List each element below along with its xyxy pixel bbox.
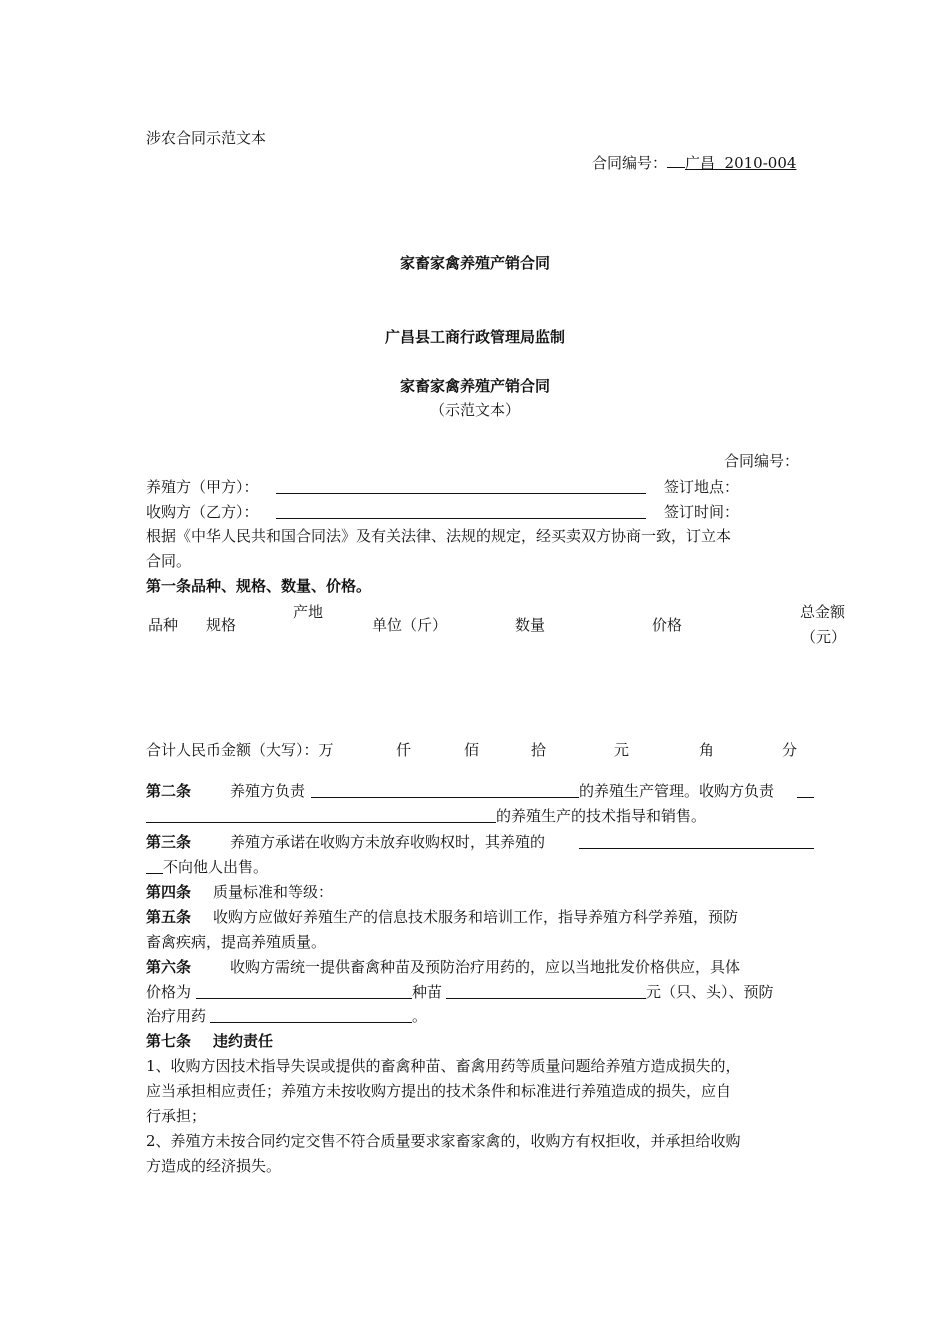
total-unit-fen: 分	[782, 741, 798, 759]
article-3-number: 第三条	[146, 833, 192, 851]
column-header-spec: 规格	[206, 616, 237, 634]
column-header-variety: 品种	[148, 616, 179, 634]
article-2-blank-2a[interactable]	[797, 797, 814, 798]
article-7-p1-line-2: 应当承担相应责任；养殖方未按收购方提出的技术条件和标准进行养殖造成的损失，应自	[146, 1082, 732, 1100]
party-a-blank[interactable]	[276, 493, 646, 494]
total-unit-yuan: 元	[614, 741, 630, 759]
article-6-line-2c: 元（只、头）、预防	[646, 983, 774, 1001]
form-contract-number-label: 合同编号：	[724, 452, 800, 470]
document-type-label: 涉农合同示范文本	[146, 129, 267, 147]
sign-time-label: 签订时间：	[664, 503, 740, 521]
article-5-line-2: 畜禽疾病，提高养殖质量。	[146, 933, 327, 951]
article-6-line-2a: 价格为	[146, 983, 192, 1001]
article-6-line-3b: 。	[412, 1007, 428, 1025]
article-7-p1-line-3: 行承担；	[146, 1107, 207, 1125]
article-5-line-1: 收购方应做好养殖生产的信息技术服务和培训工作，指导养殖方科学养殖，预防	[213, 908, 739, 926]
party-a-label: 养殖方（甲方）：	[146, 478, 259, 496]
article-7-number: 第七条	[146, 1032, 192, 1050]
column-header-total-unit: （元）	[801, 628, 847, 646]
article-3-blank-b[interactable]	[146, 873, 163, 874]
column-header-unit: 单位（斤）	[372, 616, 448, 634]
article-2-text-c: 的养殖生产的技术指导和销售。	[496, 807, 707, 825]
article-4-number: 第四条	[146, 883, 192, 901]
column-header-total: 总金额	[800, 603, 846, 621]
article-6-blank-medicine[interactable]	[210, 1022, 412, 1023]
article-6-blank-price[interactable]	[196, 998, 412, 999]
total-unit-bai: 佰	[464, 741, 480, 759]
contract-number-label: 合同编号：	[592, 154, 668, 172]
article-7-p2-line-1: 2、养殖方未按合同约定交售不符合质量要求家畜家禽的，收购方有权拒收，并承担给收购	[146, 1132, 741, 1150]
article-5-number: 第五条	[146, 908, 192, 926]
article-6-line-1: 收购方需统一提供畜禽种苗及预防治疗用药的，应以当地批发价格供应，具体	[230, 958, 741, 976]
article-6-line-2b: 种苗	[412, 983, 443, 1001]
preamble-line-2: 合同。	[146, 552, 192, 570]
total-unit-jiao: 角	[699, 741, 715, 759]
article-3-blank-a[interactable]	[579, 848, 814, 849]
contract-number-value: 广昌 2010-004	[685, 154, 797, 172]
article-4-text: 质量标准和等级：	[213, 883, 334, 901]
total-unit-qian: 仟	[396, 741, 412, 759]
total-amount-label: 合计人民币金额（大写）：万	[146, 741, 334, 759]
article-2-number: 第二条	[146, 782, 192, 800]
party-b-blank[interactable]	[276, 518, 646, 519]
article-7-p1-line-1: 1、收购方因技术指导失误或提供的畜禽种苗、畜禽用药等质量问题给养殖方造成损失的，	[146, 1057, 741, 1075]
column-header-price: 价格	[652, 616, 683, 634]
article-7-heading: 违约责任	[213, 1032, 274, 1050]
article-1-heading: 第一条品种、规格、数量、价格。	[146, 577, 372, 595]
article-7-p2-line-2: 方造成的经济损失。	[146, 1157, 282, 1175]
article-6-line-3a: 治疗用药	[146, 1007, 207, 1025]
party-b-label: 收购方（乙方）：	[146, 503, 259, 521]
sub-title-note: （示范文本）	[429, 401, 520, 419]
article-2-blank-2b[interactable]	[146, 822, 496, 823]
article-3-text-b: 不向他人出售。	[163, 858, 269, 876]
article-2-blank-1[interactable]	[311, 797, 579, 798]
column-header-quantity: 数量	[515, 616, 546, 634]
article-3-text-a: 养殖方承诺在收购方未放弃收购权时，其养殖的	[230, 833, 546, 851]
preamble-line-1: 根据《中华人民共和国合同法》及有关法律、法规的规定，经买卖双方协商一致，订立本	[146, 527, 732, 545]
contract-number	[592, 153, 796, 173]
article-6-number: 第六条	[146, 958, 192, 976]
supervisor-title: 广昌县工商行政管理局监制	[384, 328, 565, 346]
article-2-text-b: 的养殖生产管理。收购方负责	[579, 782, 775, 800]
sign-place-label: 签订地点：	[664, 478, 740, 496]
article-6-blank-seedling[interactable]	[446, 998, 646, 999]
total-unit-shi: 拾	[531, 741, 547, 759]
column-header-origin: 产地	[293, 603, 324, 621]
main-title: 家畜家禽养殖产销合同	[399, 254, 550, 272]
sub-title: 家畜家禽养殖产销合同	[399, 377, 550, 395]
article-2-text-a: 养殖方负责	[230, 782, 306, 800]
